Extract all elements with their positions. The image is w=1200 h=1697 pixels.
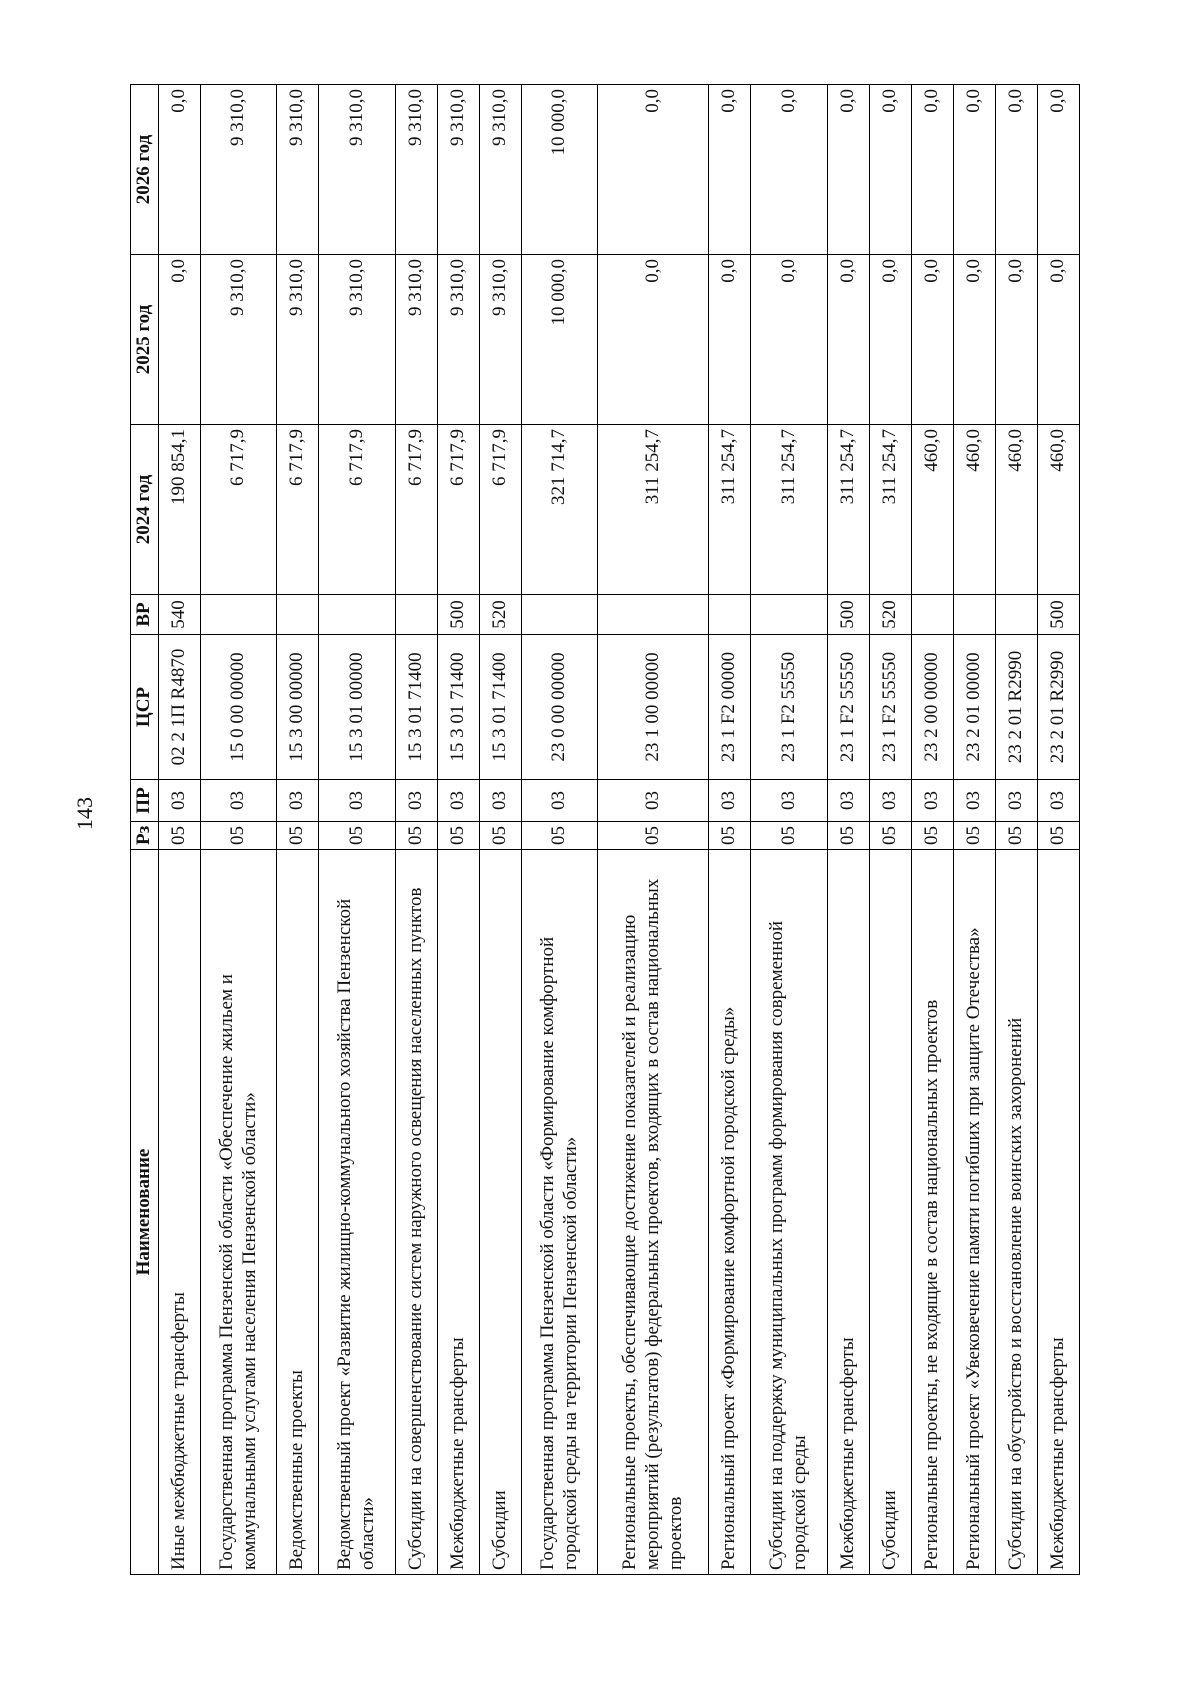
cell-2025: 0,0 (1037, 255, 1079, 425)
cell-vr (709, 595, 751, 635)
cell-name: Региональный проект «Формирование комфортной городской среды» (709, 850, 751, 1575)
cell-csr: 15 3 01 71400 (479, 635, 521, 780)
cell-pr: 03 (319, 780, 395, 822)
cell-2026: 0,0 (827, 85, 869, 255)
cell-name: Ведомственные проекты (277, 850, 319, 1575)
cell-pr: 03 (437, 780, 479, 822)
cell-csr: 15 3 01 71400 (437, 635, 479, 780)
cell-vr (319, 595, 395, 635)
rotated-table-container (130, 85, 1080, 1575)
cell-2024: 190 854,1 (158, 425, 200, 595)
cell-rz: 05 (395, 822, 437, 850)
cell-rz: 05 (709, 822, 751, 850)
table-row (319, 85, 395, 1575)
cell-2024: 311 254,7 (709, 425, 751, 595)
cell-vr: 500 (1037, 595, 1079, 635)
cell-pr: 03 (395, 780, 437, 822)
cell-vr (751, 595, 827, 635)
cell-csr: 02 2 1П R4870 (158, 635, 200, 780)
budget-table (130, 84, 1080, 1575)
cell-csr: 23 1 00 00000 (598, 635, 709, 780)
cell-vr: 500 (827, 595, 869, 635)
header-2024: 2024 год (131, 425, 159, 595)
cell-2026: 0,0 (709, 85, 751, 255)
cell-name: Субсидии на совершенствование систем наружного освещения населенных пунктов (395, 850, 437, 1575)
cell-2025: 0,0 (751, 255, 827, 425)
cell-2024: 460,0 (911, 425, 953, 595)
cell-vr: 520 (479, 595, 521, 635)
cell-csr: 15 3 01 71400 (395, 635, 437, 780)
header-name: Наименование (131, 850, 159, 1575)
cell-name: Государственная программа Пензенской области «Обеспечение жильем и коммунальными услугами населения Пензенской области» (200, 850, 276, 1575)
cell-2026: 9 310,0 (319, 85, 395, 255)
table-row (827, 85, 869, 1575)
cell-rz: 05 (953, 822, 995, 850)
cell-2024: 311 254,7 (598, 425, 709, 595)
table-row (751, 85, 827, 1575)
cell-vr: 520 (869, 595, 911, 635)
cell-csr: 23 1 F2 55550 (827, 635, 869, 780)
cell-vr (200, 595, 276, 635)
cell-pr: 03 (751, 780, 827, 822)
cell-csr: 15 3 00 00000 (277, 635, 319, 780)
cell-2025: 0,0 (158, 255, 200, 425)
cell-2026: 9 310,0 (277, 85, 319, 255)
cell-csr: 23 2 01 R2990 (1037, 635, 1079, 780)
cell-vr: 540 (158, 595, 200, 635)
cell-csr: 23 2 00 00000 (911, 635, 953, 780)
cell-vr (995, 595, 1037, 635)
cell-pr: 03 (200, 780, 276, 822)
cell-pr: 03 (158, 780, 200, 822)
cell-name: Межбюджетные трансферты (1037, 850, 1079, 1575)
cell-2025: 0,0 (953, 255, 995, 425)
header-2026: 2026 год (131, 85, 159, 255)
table-row (521, 85, 597, 1575)
cell-2026: 0,0 (995, 85, 1037, 255)
cell-name: Ведомственный проект «Развитие жилищно-коммунального хозяйства Пензенской области» (319, 850, 395, 1575)
cell-2026: 0,0 (158, 85, 200, 255)
cell-pr: 03 (953, 780, 995, 822)
cell-2026: 0,0 (869, 85, 911, 255)
cell-vr: 500 (437, 595, 479, 635)
cell-2025: 0,0 (995, 255, 1037, 425)
cell-2024: 460,0 (953, 425, 995, 595)
cell-csr: 23 0 00 00000 (521, 635, 597, 780)
cell-2025: 9 310,0 (395, 255, 437, 425)
cell-vr (277, 595, 319, 635)
cell-2024: 6 717,9 (200, 425, 276, 595)
cell-2024: 311 254,7 (827, 425, 869, 595)
cell-vr (521, 595, 597, 635)
cell-rz: 05 (521, 822, 597, 850)
header-rz: Рз (131, 822, 159, 850)
cell-vr (911, 595, 953, 635)
cell-2025: 9 310,0 (479, 255, 521, 425)
cell-pr: 03 (869, 780, 911, 822)
table-row (709, 85, 751, 1575)
cell-pr: 03 (709, 780, 751, 822)
cell-rz: 05 (200, 822, 276, 850)
cell-rz: 05 (479, 822, 521, 850)
cell-csr: 15 3 01 00000 (319, 635, 395, 780)
cell-name: Субсидии (869, 850, 911, 1575)
table-row (200, 85, 276, 1575)
cell-name: Государственная программа Пензенской области «Формирование комфортной городской среды на территории Пензенской области» (521, 850, 597, 1575)
cell-2025: 0,0 (869, 255, 911, 425)
table-row (479, 85, 521, 1575)
cell-2025: 10 000,0 (521, 255, 597, 425)
cell-rz: 05 (827, 822, 869, 850)
cell-2025: 0,0 (598, 255, 709, 425)
cell-2025: 9 310,0 (437, 255, 479, 425)
page-number: 143 (72, 797, 97, 830)
cell-2024: 460,0 (995, 425, 1037, 595)
cell-2026: 0,0 (751, 85, 827, 255)
cell-rz: 05 (869, 822, 911, 850)
cell-2024: 311 254,7 (751, 425, 827, 595)
cell-2024: 6 717,9 (319, 425, 395, 595)
cell-2026: 0,0 (1037, 85, 1079, 255)
cell-2024: 6 717,9 (277, 425, 319, 595)
cell-csr: 23 2 01 R2990 (995, 635, 1037, 780)
cell-pr: 03 (277, 780, 319, 822)
cell-rz: 05 (911, 822, 953, 850)
cell-pr: 03 (521, 780, 597, 822)
table-row (158, 85, 200, 1575)
table-row (869, 85, 911, 1575)
cell-pr: 03 (827, 780, 869, 822)
cell-2024: 460,0 (1037, 425, 1079, 595)
cell-2025: 9 310,0 (319, 255, 395, 425)
table-header-row (131, 85, 159, 1575)
cell-2026: 9 310,0 (437, 85, 479, 255)
header-vr: ВР (131, 595, 159, 635)
header-csr: ЦСР (131, 635, 159, 780)
cell-2024: 311 254,7 (869, 425, 911, 595)
cell-csr: 15 0 00 00000 (200, 635, 276, 780)
cell-pr: 03 (1037, 780, 1079, 822)
table-row (437, 85, 479, 1575)
cell-rz: 05 (751, 822, 827, 850)
cell-rz: 05 (319, 822, 395, 850)
cell-2025: 0,0 (911, 255, 953, 425)
cell-rz: 05 (158, 822, 200, 850)
cell-2026: 0,0 (911, 85, 953, 255)
cell-2024: 321 714,7 (521, 425, 597, 595)
cell-2026: 9 310,0 (479, 85, 521, 255)
cell-rz: 05 (277, 822, 319, 850)
cell-2026: 9 310,0 (200, 85, 276, 255)
cell-name: Региональный проект «Увековечение памяти погибших при защите Отечества» (953, 850, 995, 1575)
cell-2025: 9 310,0 (277, 255, 319, 425)
table-row (1037, 85, 1079, 1575)
cell-csr: 23 1 F2 55550 (869, 635, 911, 780)
cell-name: Региональные проекты, обеспечивающие достижение показателей и реализацию мероприятий (результатов) федеральных проектов, входящих в состав национальных проектов (598, 850, 709, 1575)
cell-rz: 05 (598, 822, 709, 850)
cell-2025: 0,0 (709, 255, 751, 425)
cell-csr: 23 1 F2 00000 (709, 635, 751, 780)
cell-2026: 0,0 (598, 85, 709, 255)
cell-2025: 9 310,0 (200, 255, 276, 425)
cell-2026: 10 000,0 (521, 85, 597, 255)
cell-2024: 6 717,9 (437, 425, 479, 595)
cell-2025: 0,0 (827, 255, 869, 425)
cell-csr: 23 2 01 00000 (953, 635, 995, 780)
cell-2026: 0,0 (953, 85, 995, 255)
cell-vr (395, 595, 437, 635)
cell-name: Субсидии на поддержку муниципальных программ формирования современной городской среды (751, 850, 827, 1575)
cell-name: Субсидии (479, 850, 521, 1575)
cell-pr: 03 (598, 780, 709, 822)
cell-pr: 03 (995, 780, 1037, 822)
table-row (995, 85, 1037, 1575)
table-row (953, 85, 995, 1575)
table-row (911, 85, 953, 1575)
cell-vr (598, 595, 709, 635)
cell-rz: 05 (995, 822, 1037, 850)
cell-name: Субсидии на обустройство и восстановление воинских захоронений (995, 850, 1037, 1575)
cell-pr: 03 (479, 780, 521, 822)
cell-name: Межбюджетные трансферты (437, 850, 479, 1575)
cell-pr: 03 (911, 780, 953, 822)
cell-name: Иные межбюджетные трансферты (158, 850, 200, 1575)
cell-vr (953, 595, 995, 635)
cell-rz: 05 (1037, 822, 1079, 850)
cell-2024: 6 717,9 (479, 425, 521, 595)
cell-2024: 6 717,9 (395, 425, 437, 595)
table-row (598, 85, 709, 1575)
header-pr: ПР (131, 780, 159, 822)
table-row (277, 85, 319, 1575)
table-body (158, 85, 1079, 1575)
header-2025: 2025 год (131, 255, 159, 425)
cell-csr: 23 1 F2 55550 (751, 635, 827, 780)
table-row (395, 85, 437, 1575)
cell-2026: 9 310,0 (395, 85, 437, 255)
cell-rz: 05 (437, 822, 479, 850)
cell-name: Межбюджетные трансферты (827, 850, 869, 1575)
cell-name: Региональные проекты, не входящие в состав национальных проектов (911, 850, 953, 1575)
